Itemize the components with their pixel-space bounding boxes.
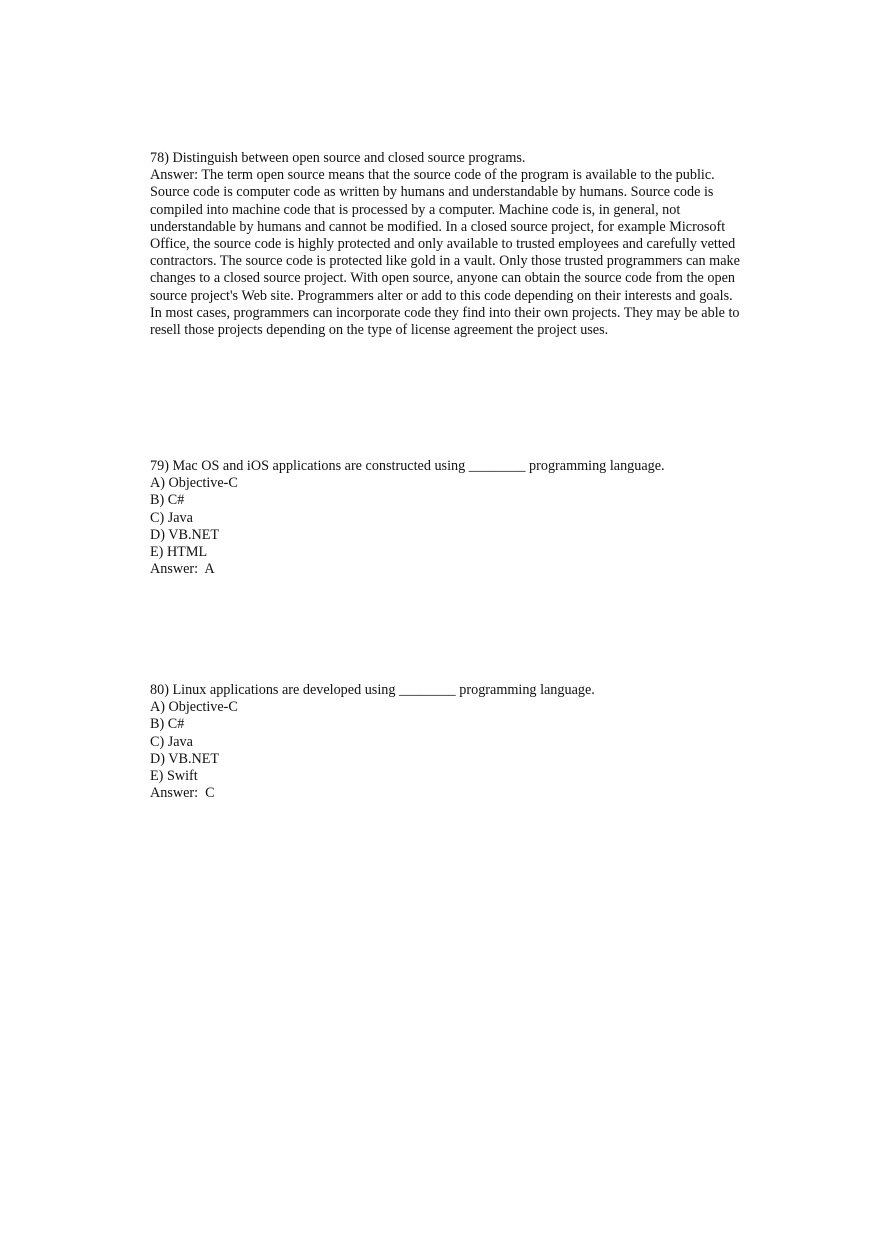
option-b: B) C# — [150, 716, 185, 733]
question-text: 79) Mac OS and iOS applications are constructed using ________ programming language. — [150, 458, 665, 474]
option-b: B) C# — [150, 492, 185, 509]
option-d: D) VB.NET — [150, 750, 220, 767]
answer-text: Answer: The term open source means that the source code of the program is available to the public. Source code is computer code as written by humans and understandable by humans. Source code is compiled into machine code that is processed by a computer. Machine code is, in general, not understandable by humans and cannot be modified. In a closed source project, for example Microsoft Office, the source code is highly protected and only available to trusted employees and carefully vetted contractors. The source code is protected like gold in a vault. Only those trusted programmers can make changes to a closed source project. With open source, anyone can obtain the source code from the open source project's Web site. Programmers alter or add to this code depending on their interests and goals. In most cases, programmers can incorporate code they find into their own projects. They may be able to resell those projects depending on the type of license agreement the project uses. — [150, 167, 740, 339]
option-a: A) Objective-C — [150, 699, 238, 716]
question-text: 78) Distinguish between open source and closed source programs. — [150, 150, 526, 166]
question-text: 80) Linux applications are developed using ________ programming language. — [150, 682, 595, 698]
option-d: D) VB.NET — [150, 526, 220, 543]
question-78 — [150, 150, 740, 339]
option-e: E) HTML — [150, 544, 208, 561]
question-80 — [150, 682, 740, 802]
option-c: C) Java — [150, 509, 193, 526]
answer-text: Answer: C — [150, 785, 215, 802]
answer-text: Answer: A — [150, 561, 215, 578]
option-c: C) Java — [150, 733, 193, 750]
option-e: E) Swift — [150, 768, 198, 785]
question-79 — [150, 458, 740, 578]
option-a: A) Objective-C — [150, 475, 238, 492]
